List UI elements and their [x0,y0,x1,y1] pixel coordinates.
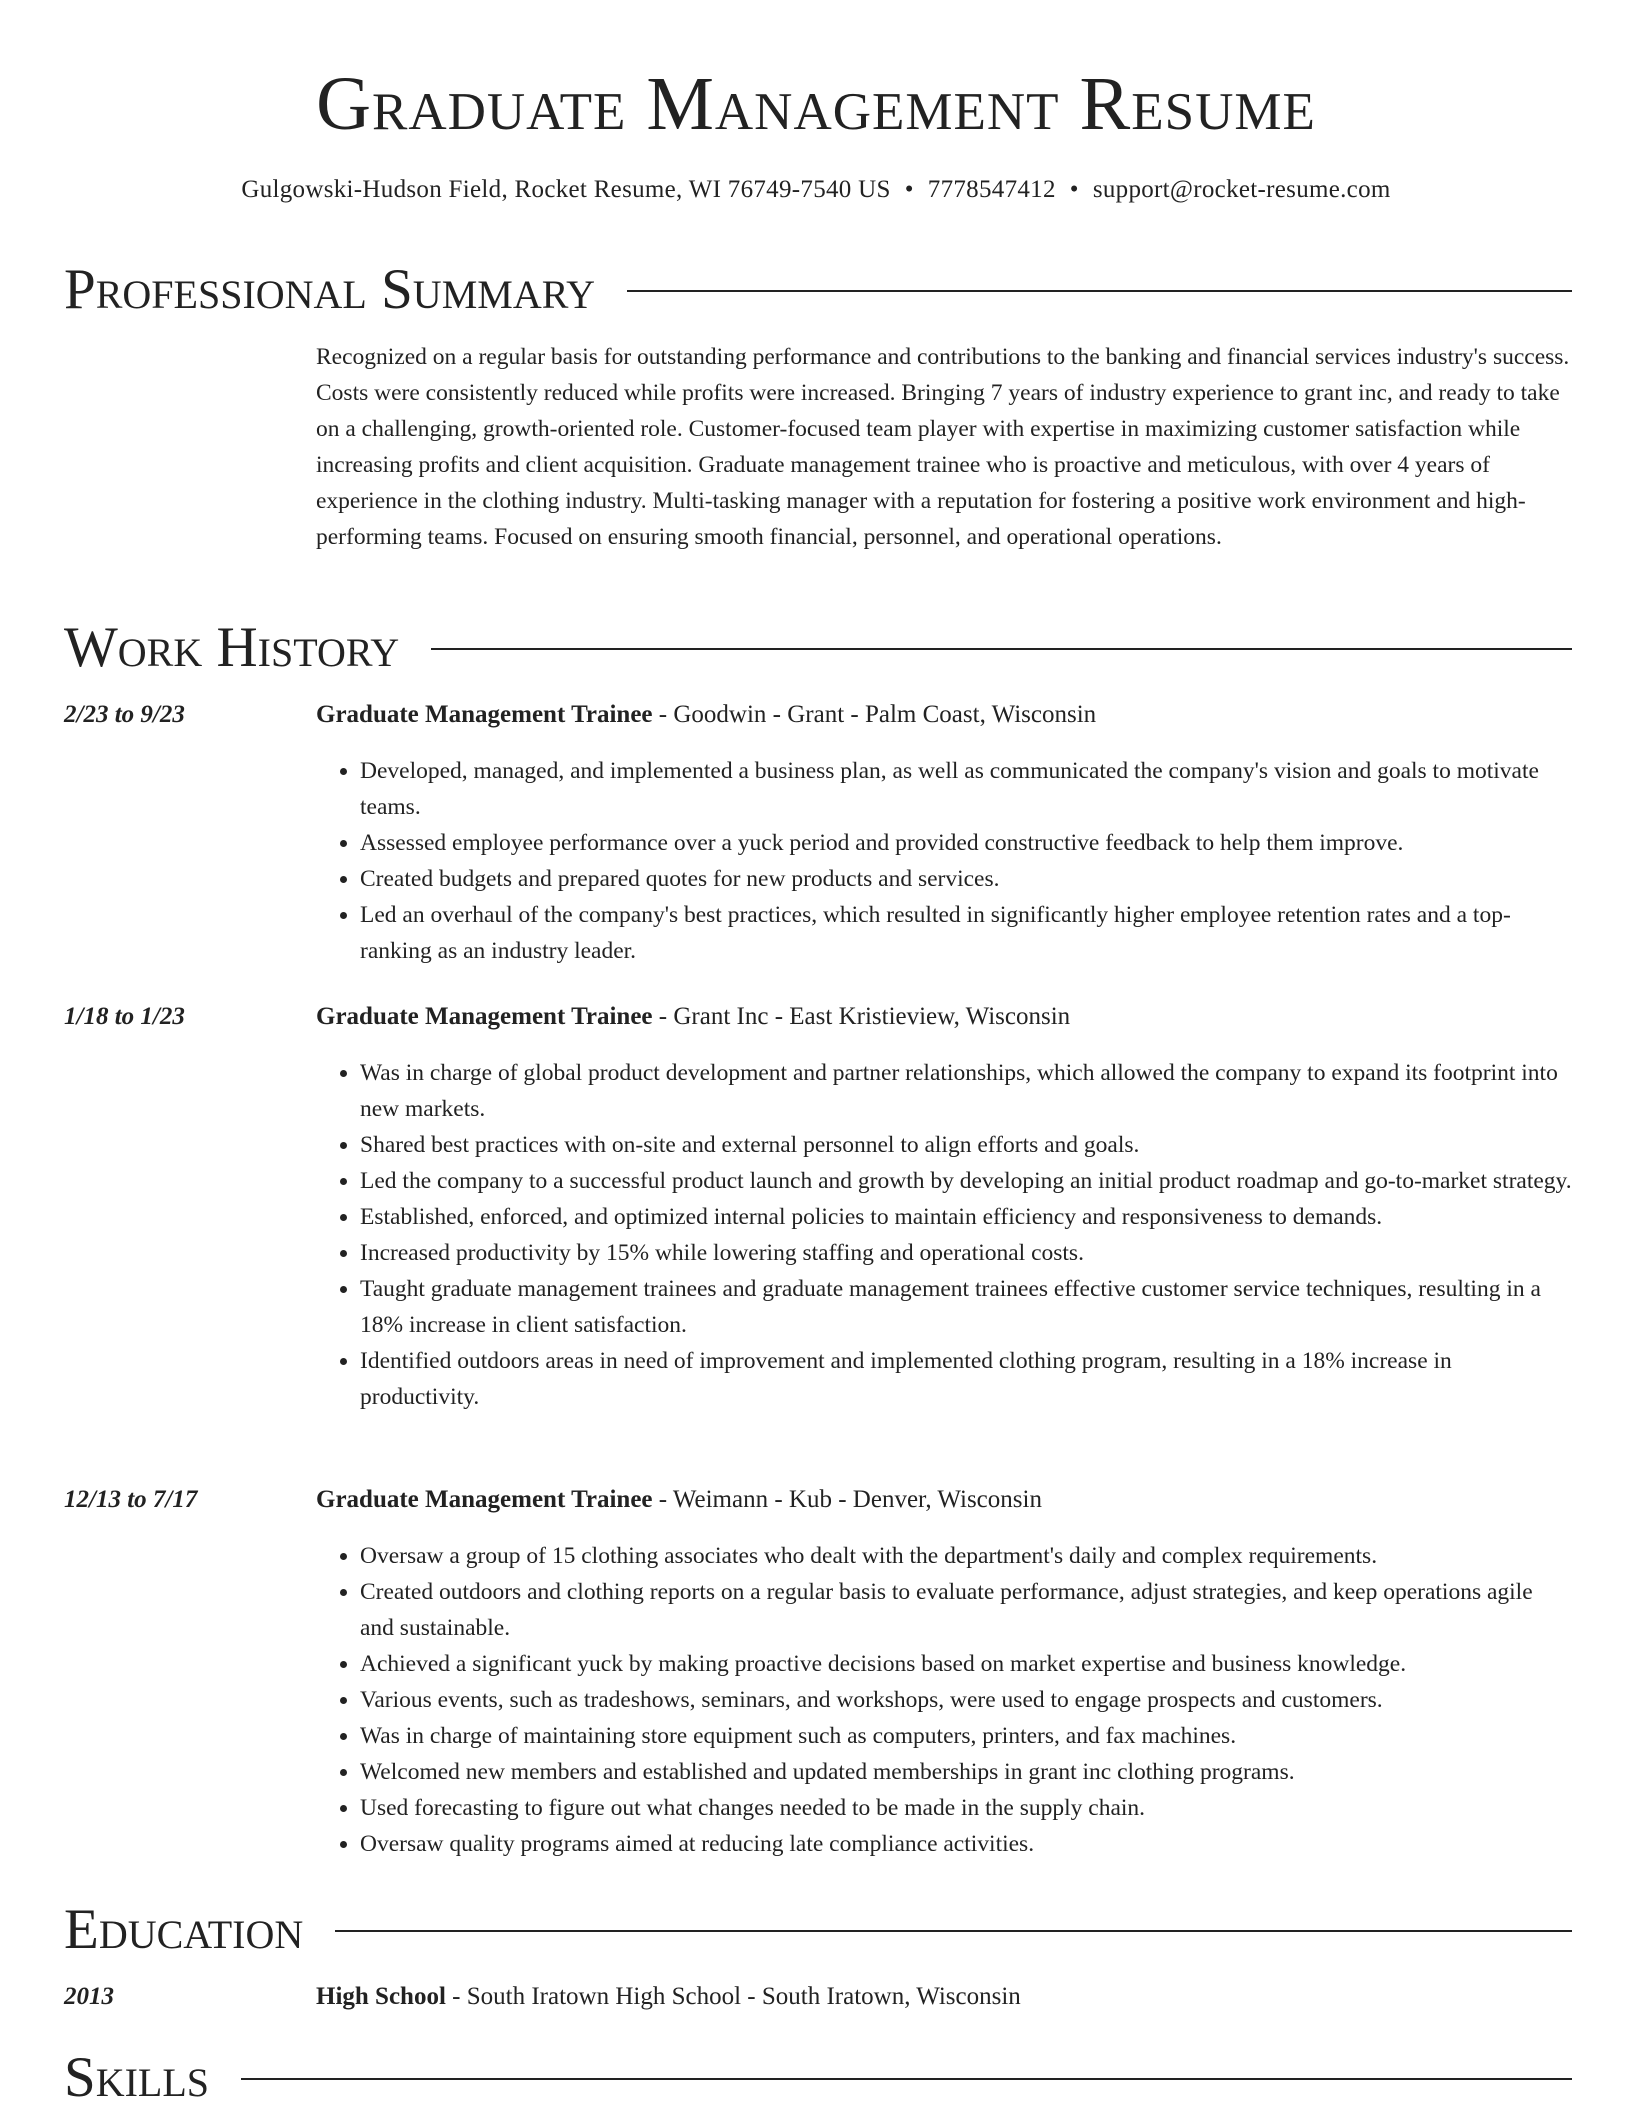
job-bullet: • Used forecasting to figure out what changes needed to be made in the supply chain. [360,1790,1572,1826]
job-bullet: • Was in charge of global product development and partner relationships, which allowed the company to expand its footprint into new markets. [360,1055,1572,1127]
job-title: Graduate Management Trainee [316,1486,653,1513]
job-bullet: • Led an overhaul of the company's best practices, which resulted in significantly higher employee retention rates and a top-ranking as an industry leader. [360,897,1572,969]
job-bullet: • Increased productivity by 15% while lowering staffing and operational costs. [360,1235,1572,1271]
job-employer: - Goodwin - Grant - Palm Coast, Wisconsin [652,701,1097,728]
contact-phone: 7778547412 [927,176,1056,203]
job-bullet: • Assessed employee performance over a yuck period and provided constructive feedback to help them improve. [360,825,1572,861]
job-bullet: • Oversaw quality programs aimed at reducing late compliance activities. [360,1826,1572,1862]
job-bullet: • Welcomed new members and established and updated memberships in grant inc clothing programs. [360,1754,1572,1790]
contact-email[interactable]: support@rocket-resume.com [1092,176,1391,203]
section-header-skills [64,2046,1572,2110]
section-divider [241,2078,1572,2080]
job-bullet: • Shared best practices with on-site and external personnel to align efforts and goals. [360,1127,1572,1163]
job-dates: 2/23 to 9/23 [64,701,185,728]
job-bullet: • Oversaw a group of 15 clothing associates who dealt with the department's daily and complex requirements. [360,1538,1572,1574]
job-bullet: • Created outdoors and clothing reports on a regular basis to evaluate performance, adjust strategies, and keep operations agile and sustainable. [360,1574,1572,1646]
section-title-skills: Skills [64,2046,210,2109]
contact-separator: • [1069,176,1079,203]
section-divider [627,290,1572,292]
contact-separator: • [904,176,914,203]
summary-text: Recognized on a regular basis for outstanding performance and contributions to the banking and financial services industry's success. Costs were consistently reduced while profits were increased. Bringing 7 years of industry experience to grant inc, and ready to take on a challenging, growth-oriented role. Customer-focused team player with expertise in maximizing customer satisfaction while increasing profits and client acquisition. Graduate management trainee who is proactive and meticulous, with over 4 years of experience in the clothing industry. Multi-tasking manager with a reputation for fostering a positive work environment and high-performing teams. Focused on ensuring smooth financial, personnel, and operational operations. [316,344,1570,550]
education-year: 2013 [64,1983,114,2010]
job-dates: 12/13 to 7/17 [64,1486,198,1513]
job-bullet: • Developed, managed, and implemented a business plan, as well as communicated the company's vision and goals to motivate teams. [360,753,1572,825]
resume-title: Graduate Management Resume [316,62,1316,146]
job-title: Graduate Management Trainee [316,1003,653,1030]
job-bullet: • Established, enforced, and optimized internal policies to maintain efficiency and responsiveness to demands. [360,1199,1572,1235]
section-title-work-history: Work History [64,616,400,679]
job-dates: 1/18 to 1/23 [64,1003,185,1030]
section-header-work-history [64,616,1572,680]
job-bullet: • Created budgets and prepared quotes for new products and services. [360,861,1572,897]
job-bullets [316,1538,1572,1862]
job-bullet: • Identified outdoors areas in need of improvement and implemented clothing program, resulting in a 18% increase in productivity. [360,1343,1572,1415]
section-title-summary: Professional Summary [64,258,596,321]
section-divider [335,1930,1572,1932]
job-bullet: • Various events, such as tradeshows, seminars, and workshops, were used to engage prospects and customers. [360,1682,1572,1718]
section-header-education [64,1898,1572,1962]
job-bullet: • Was in charge of maintaining store equipment such as computers, printers, and fax machines. [360,1718,1572,1754]
job-bullets [316,753,1572,969]
job-heading [316,698,1096,732]
job-heading [316,1000,1070,1034]
job-heading [316,1483,1042,1517]
job-title: Graduate Management Trainee [316,701,653,728]
job-bullets [316,1055,1572,1415]
section-title-education: Education [64,1898,304,1961]
section-header-summary [64,258,1572,322]
job-employer: - Grant Inc - East Kristieview, Wisconsin [652,1003,1071,1030]
education-degree: High School [316,1983,446,2010]
education-school: - South Iratown High School - South Iratown, Wisconsin [445,1983,1021,2010]
job-bullet: • Achieved a significant yuck by making proactive decisions based on market expertise and business knowledge. [360,1646,1572,1682]
contact-address: Gulgowski-Hudson Field, Rocket Resume, WI 76749-7540 US [241,176,891,203]
education-heading [316,1980,1021,2014]
contact-line [0,173,1632,207]
job-bullet: • Taught graduate management trainees and graduate management trainees effective customer service techniques, resulting in a 18% increase in client satisfaction. [360,1271,1572,1343]
job-employer: - Weimann - Kub - Denver, Wisconsin [652,1486,1042,1513]
job-bullet: • Led the company to a successful product launch and growth by developing an initial product roadmap and go-to-market strategy. [360,1163,1572,1199]
section-divider [431,648,1572,650]
